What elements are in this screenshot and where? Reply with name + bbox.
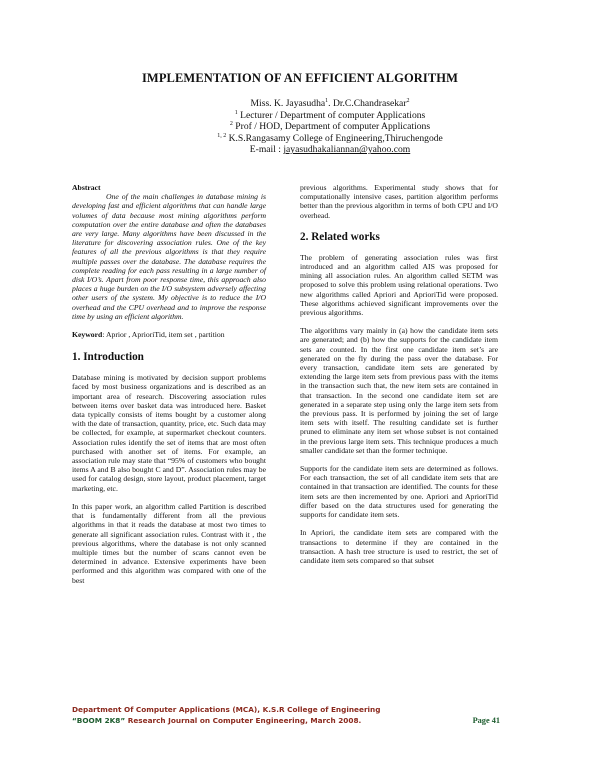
footer-journal-quote: “BOOM 2K8” xyxy=(72,716,126,725)
right-column xyxy=(300,183,498,565)
affiliation-1-text: Lecturer / Department of computer Applications xyxy=(237,109,426,121)
affiliation-1 xyxy=(120,110,540,122)
email-link[interactable]: jayasudhakaliannan@yahoo.com xyxy=(283,144,411,156)
intro-paragraph-2: In this paper work, an algorithm called Partition is described that is fundamentally different from all the previous algorithms in that it reads the database at most two times to generate all significant association rules. Contrast with it , the previous algorithms, where the database is not only scanned multiple times but the number of scans cannot even be determined in advance. Extensive experiments have been performed and this algorithm was compared with one of the best xyxy=(72,501,266,585)
related-paragraph-3: Supports for the candidate item sets are determined as follows. For each transaction, the set of all candidate item sets that are contained in that transaction are identified. The counts for these item sets are then incremented by one. Apriori and AprioriTid differ based on the data structures used for generating the supports for candidate item sets. xyxy=(300,464,498,520)
affiliation-3-sup: 1, 2 xyxy=(217,132,227,139)
affiliation-3 xyxy=(120,133,540,145)
affiliation-2-sup: 2 xyxy=(229,121,233,128)
affiliation-2-text: Prof / HOD, Department of computer Applications xyxy=(232,121,431,133)
section-heading-introduction: 1. Introduction xyxy=(72,351,144,364)
page-footer xyxy=(72,704,500,726)
related-paragraph-4: In Apriori, the candidate item sets are compared with the transactions to determine if they are contained in the transaction. A hash tree structure is used to restrict, the set of candidate item sets compared so that subset xyxy=(300,528,498,565)
related-paragraph-1: The problem of generating association rules was first introduced and an algorithm called AIS was proposed for mining all association rules. An algorithm called SETM was proposed to solve this problem using relational operations. Two new algorithms called Apriori and AprioriTid were proposed. These algorithms achieved significant improvements over the previous algorithms. xyxy=(300,252,498,318)
author-1: Miss. K. Jayasudha xyxy=(250,98,326,109)
email-label: E-mail : xyxy=(249,144,284,156)
affiliation-2 xyxy=(120,121,540,133)
left-column xyxy=(72,183,266,585)
related-paragraph-2: The algorithms vary mainly in (a) how the candidate item sets are generated; and (b) how the supports for the candidate item sets are counted. In the first one candidate item set’s are generated on the fly during the pass over the database. For every transaction, candidate item sets are generated by extending the large item sets from previous pass with the items in the transaction such that, the new item sets are contained in that transaction. In the second one candidate item set are generated in a separate step using only the large item sets from the previous pass. It is performed by joining the set of large item sets with itself. The resulting candidate set is further pruned to eliminate any item set whose subset is not contained in the previous large item sets. This technique produces a much smaller candidate set than the former technique. xyxy=(300,326,498,455)
intro-paragraph-1: Database mining is motivated by decision support problems faced by most business organizations and is described as an important area of research. Discovering association rules between items over basket data was introduced here. Basket data typically consists of items bought by a customer along with the date of transaction, quantity, price, etc. Such data may be collected, for example, at supermarket checkout counters. Association rules identify the set of items that are most often purchased with another set of items. For example, an association rule may state that “95% of customers who bought items A and B also bought C and D”. Association rules may be used for catalog design, store layout, product placement, target marketing, etc. xyxy=(72,373,266,493)
author-2-sup: 2 xyxy=(406,98,410,104)
email-line xyxy=(120,144,540,156)
intro-paragraph-2-continued: previous algorithms. Experimental study shows that for computationally intensive cases, partition algorithm performs better than the previous algorithm in terms of both CPU and I/O overhead. xyxy=(300,183,498,220)
keyword-label: Keyword xyxy=(72,330,103,340)
keywords xyxy=(72,330,266,339)
abstract-heading: Abstract xyxy=(72,183,101,192)
section-heading-related-works: 2. Related works xyxy=(300,230,380,243)
affiliation-3-text: K.S.Rangasamy College of Engineering,Thiruchengode xyxy=(226,132,443,144)
affiliation-1-sup: 1 xyxy=(234,109,238,116)
abstract xyxy=(72,183,266,321)
footer-journal-text: Research Journal on Computer Engineering, March 2008. xyxy=(125,716,362,725)
author-block xyxy=(120,98,540,156)
abstract-text: One of the main challenges in database mining is developing fast and efficient algorithms that can handle large volumes of data because most mining algorithms perform computation over the entire database and often the databases are very large. Many algorithms have been discussed in the literature for discovering association rules. One of the key features of all the previous algorithms is that they require multiple passes over the database. The database requires the complete reading for each pass resulting in a large number of disk I/O’s. Apart from poor response time, this approach also places a huge burden on the I/O subsystem adversely affecting other users of the system. My objective is to reduce the I/O overhead and the CPU overhead and to improve the response time by using an efficient algorithm. xyxy=(72,192,266,321)
footer-department: Department Of Computer Applications (MCA), K.S.R College of Engineering xyxy=(72,705,381,714)
page-number: Page 41 xyxy=(472,716,500,725)
keyword-text: : Aprior , AprioriTid, item set , partition xyxy=(102,330,225,340)
footer-journal xyxy=(72,715,500,726)
paper-title: IMPLEMENTATION OF AN EFFICIENT ALGORITHM xyxy=(141,71,459,85)
author-names xyxy=(120,98,540,110)
author-2: . Dr.C.Chandrasekar xyxy=(328,98,407,109)
author-1-sup: 1 xyxy=(325,98,329,104)
